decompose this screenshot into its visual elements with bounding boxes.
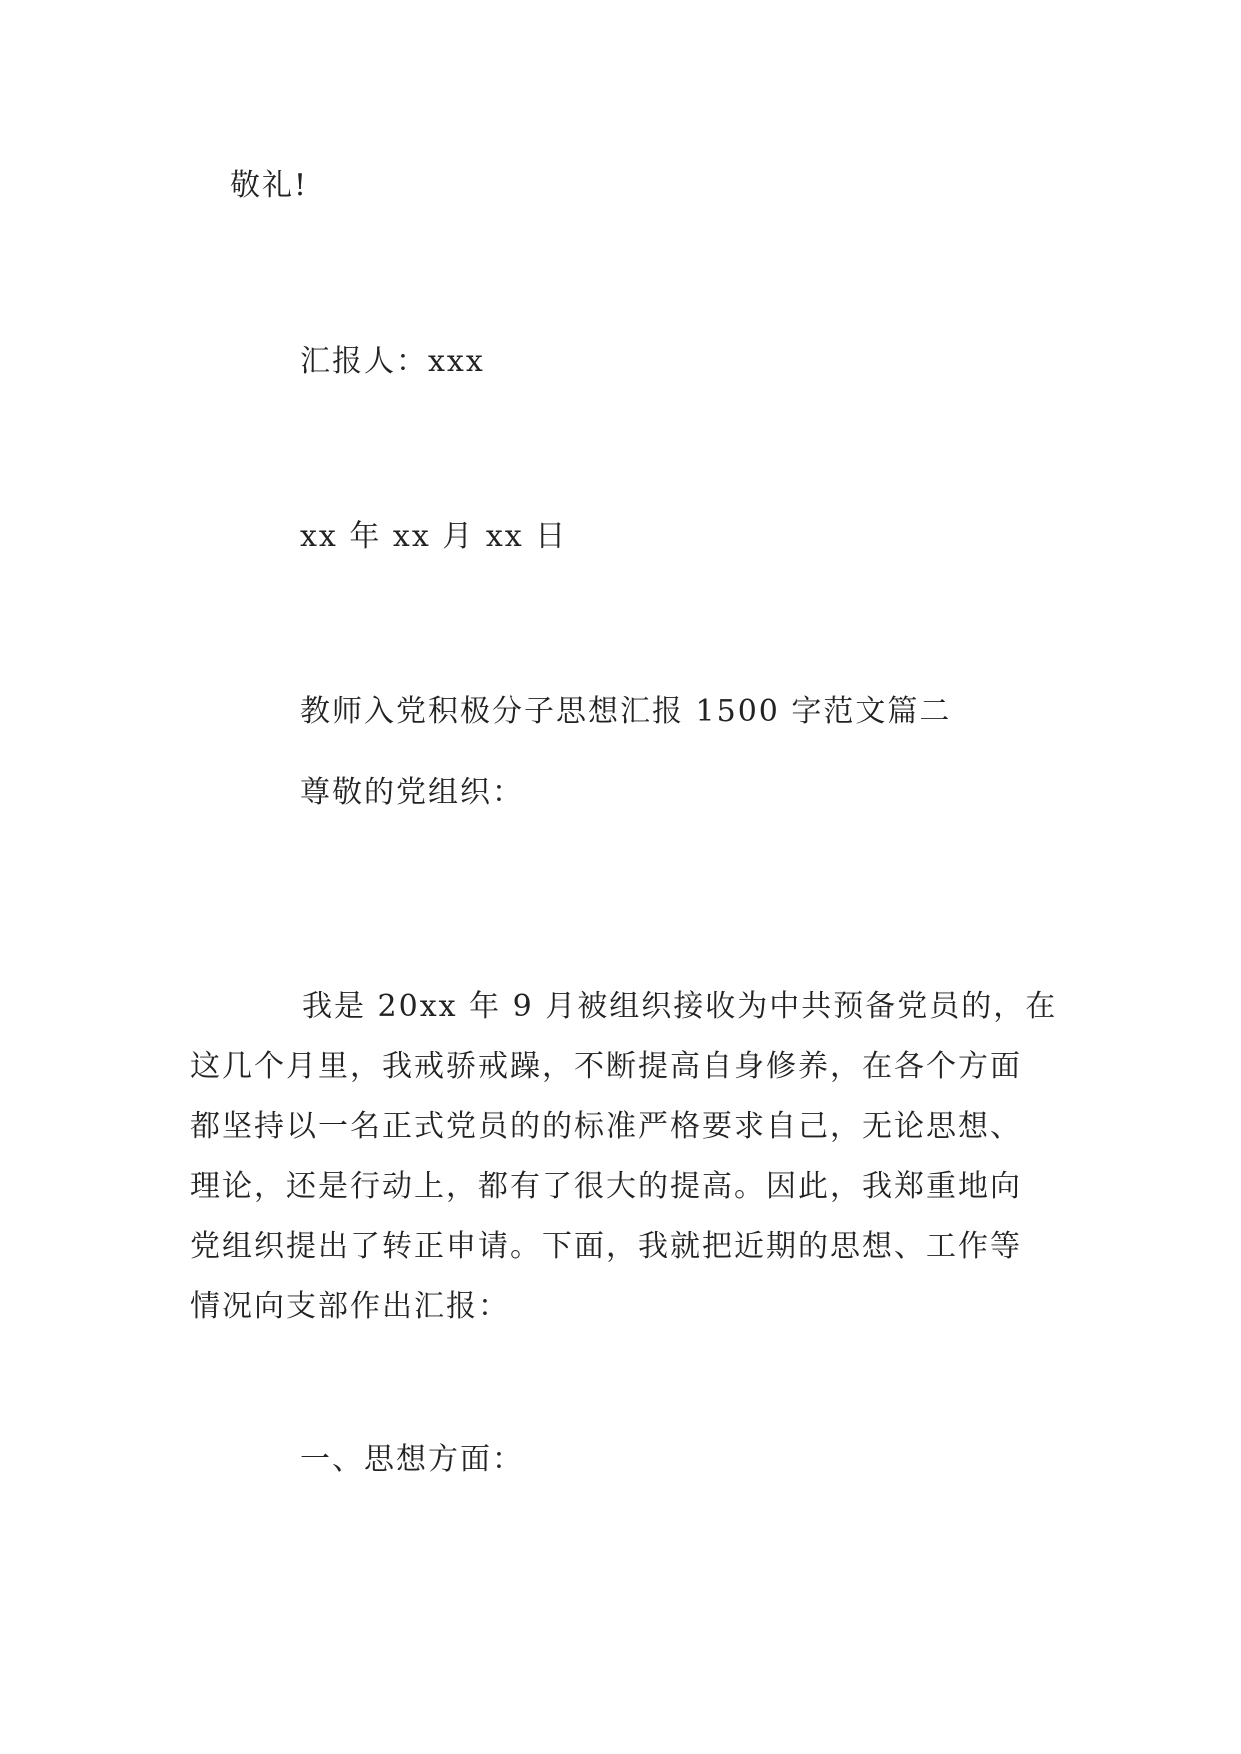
paragraph-line: 理论，还是行动上，都有了很大的提高。因此，我郑重地向 — [190, 1169, 1022, 1204]
paragraph-line: 我是 20xx 年 9 月被组织接收为中共预备党员的，在 — [302, 989, 1058, 1024]
salutation-line: 尊敬的党组织： — [300, 775, 524, 810]
paragraph-line: 这几个月里，我戒骄戒躁，不断提高自身修养，在各个方面 — [190, 1049, 1022, 1084]
body-paragraph — [190, 977, 1070, 1337]
paragraph-line: 都坚持以一名正式党员的的标准严格要求自己，无论思想、 — [190, 1109, 1022, 1144]
date-line: xx 年 xx 月 xx 日 — [300, 519, 568, 554]
paragraph-line: 党组织提出了转正申请。下面，我就把近期的思想、工作等 — [190, 1229, 1022, 1264]
reporter-line: 汇报人：xxx — [300, 344, 485, 379]
closing-line: 敬礼! — [230, 168, 309, 203]
article-heading: 教师入党积极分子思想汇报 1500 字范文篇二 — [300, 694, 952, 729]
section-heading: 一、思想方面： — [300, 1442, 524, 1477]
paragraph-line: 情况向支部作出汇报： — [190, 1289, 510, 1324]
